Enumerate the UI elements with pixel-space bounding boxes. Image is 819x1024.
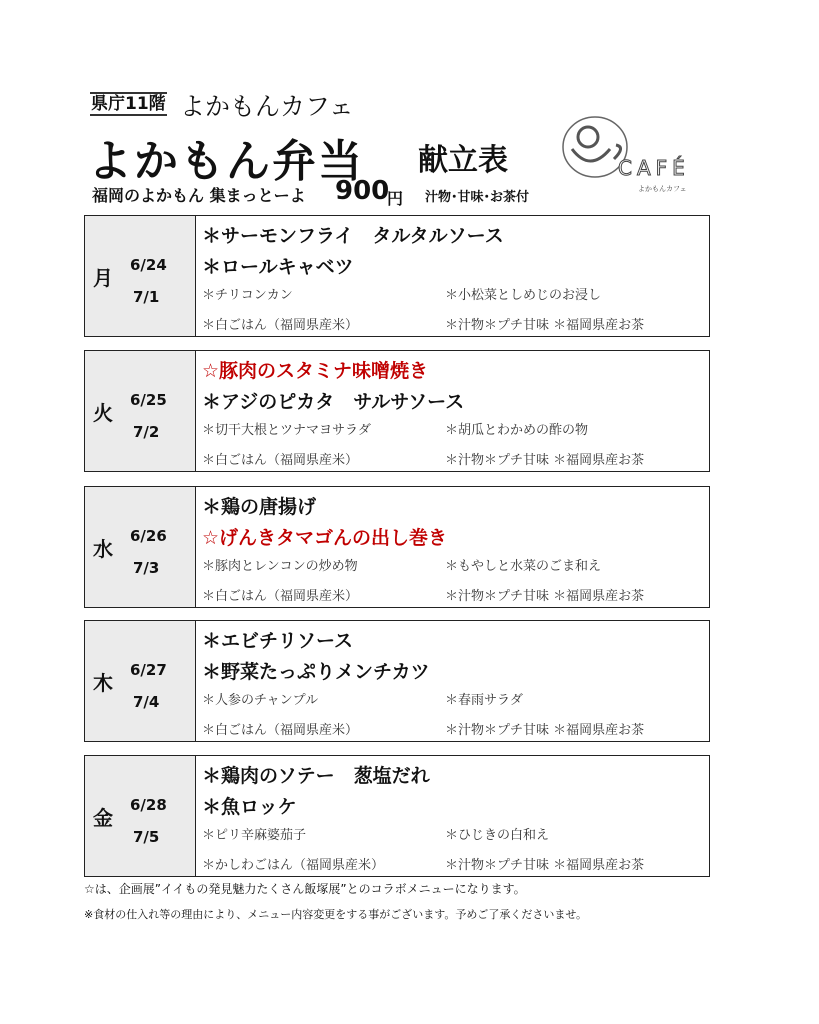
- extras: ＊汁物＊プチ甘味 ＊福岡県産お茶: [445, 453, 645, 468]
- main-dish: ＊ロールキャベツ: [202, 256, 354, 278]
- floor-label: 県庁11階: [91, 94, 166, 114]
- side-dish: ＊ひじきの白和え: [445, 828, 550, 843]
- side-dish: ＊春雨サラダ: [445, 693, 523, 708]
- side-dish: ＊ピリ辛麻婆茄子: [202, 828, 307, 843]
- date-2: 7/1: [133, 288, 160, 306]
- weekday: 木: [93, 671, 113, 695]
- menu-day-block: [84, 486, 710, 608]
- svg-text:CAFÉ: CAFÉ: [618, 156, 690, 180]
- includes: 汁物･甘味･お茶付: [425, 190, 530, 205]
- price-unit: 円: [387, 189, 404, 208]
- date-2: 7/2: [133, 423, 160, 441]
- main-dish: ＊サーモンフライ タルタルソース: [202, 225, 504, 247]
- menu-day-block: [84, 350, 710, 472]
- rice: ＊白ごはん（福岡県産米）: [202, 589, 359, 604]
- main-dish: ☆豚肉のスタミナ味噌焼き: [202, 360, 429, 382]
- collab-note: ☆は、企画展”イイもの発見魅力たくさん飯塚展”とのコラボメニューになります。: [84, 882, 526, 896]
- date-2: 7/5: [133, 828, 160, 846]
- date-1: 6/28: [130, 796, 167, 814]
- rice: ＊白ごはん（福岡県産米）: [202, 453, 359, 468]
- rice: ＊白ごはん（福岡県産米）: [202, 723, 359, 738]
- main-dish: ☆げんきタマゴんの出し巻き: [202, 527, 448, 549]
- date-1: 6/26: [130, 527, 167, 545]
- main-dish: ＊野菜たっぷりメンチカツ: [202, 661, 430, 683]
- rice: ＊白ごはん（福岡県産米）: [202, 318, 359, 333]
- price: 900: [335, 176, 390, 206]
- rice: ＊かしわごはん（福岡県産米）: [202, 858, 385, 873]
- side-dish: ＊小松菜としめじのお浸し: [445, 288, 602, 303]
- weekday: 水: [93, 537, 113, 561]
- menu-day-block: [84, 755, 710, 877]
- side-dish: ＊人参のチャンプル: [202, 693, 319, 708]
- day-cell: [85, 621, 196, 741]
- side-dish: ＊胡瓜とわかめの酢の物: [445, 423, 589, 438]
- main-dish: ＊エビチリソース: [202, 630, 354, 652]
- main-dish: ＊アジのピカタ サルサソース: [202, 391, 465, 413]
- weekday: 月: [93, 266, 113, 290]
- date-2: 7/4: [133, 693, 160, 711]
- cafe-name: よかもんカフェ: [180, 92, 354, 121]
- menu-day-block: [84, 215, 710, 337]
- date-1: 6/25: [130, 391, 167, 409]
- tagline: 福岡のよかもん 集まっとーよ: [92, 186, 306, 205]
- change-note: ※食材の仕入れ等の理由により、メニュー内容変更をする事がございます。予めご了承くださいませ。: [84, 908, 588, 921]
- side-dish: ＊切干大根とツナマヨサラダ: [202, 423, 371, 438]
- weekday: 火: [93, 401, 113, 425]
- side-dish: ＊チリコンカン: [202, 288, 293, 303]
- extras: ＊汁物＊プチ甘味 ＊福岡県産お茶: [445, 589, 645, 604]
- page-subtitle: 献立表: [418, 143, 508, 178]
- main-dish: ＊魚ロッケ: [202, 796, 297, 818]
- extras: ＊汁物＊プチ甘味 ＊福岡県産お茶: [445, 723, 645, 738]
- date-1: 6/24: [130, 256, 167, 274]
- day-cell: [85, 756, 196, 876]
- weekday: 金: [93, 806, 113, 830]
- cafe-logo-icon: [560, 115, 700, 195]
- day-cell: [85, 216, 196, 336]
- date-2: 7/3: [133, 559, 160, 577]
- extras: ＊汁物＊プチ甘味 ＊福岡県産お茶: [445, 318, 645, 333]
- main-dish: ＊鶏の唐揚げ: [202, 496, 317, 518]
- main-dish: ＊鶏肉のソテー 葱塩だれ: [202, 765, 430, 787]
- menu-day-block: [84, 620, 710, 742]
- extras: ＊汁物＊プチ甘味 ＊福岡県産お茶: [445, 858, 645, 873]
- side-dish: ＊豚肉とレンコンの炒め物: [202, 559, 358, 574]
- day-cell: [85, 351, 196, 471]
- side-dish: ＊もやしと水菜のごま和え: [445, 559, 602, 574]
- page-title: よかもん弁当: [88, 136, 364, 187]
- svg-text:よかもんカフェ: よかもんカフェ: [638, 185, 687, 193]
- date-1: 6/27: [130, 661, 167, 679]
- day-cell: [85, 487, 196, 607]
